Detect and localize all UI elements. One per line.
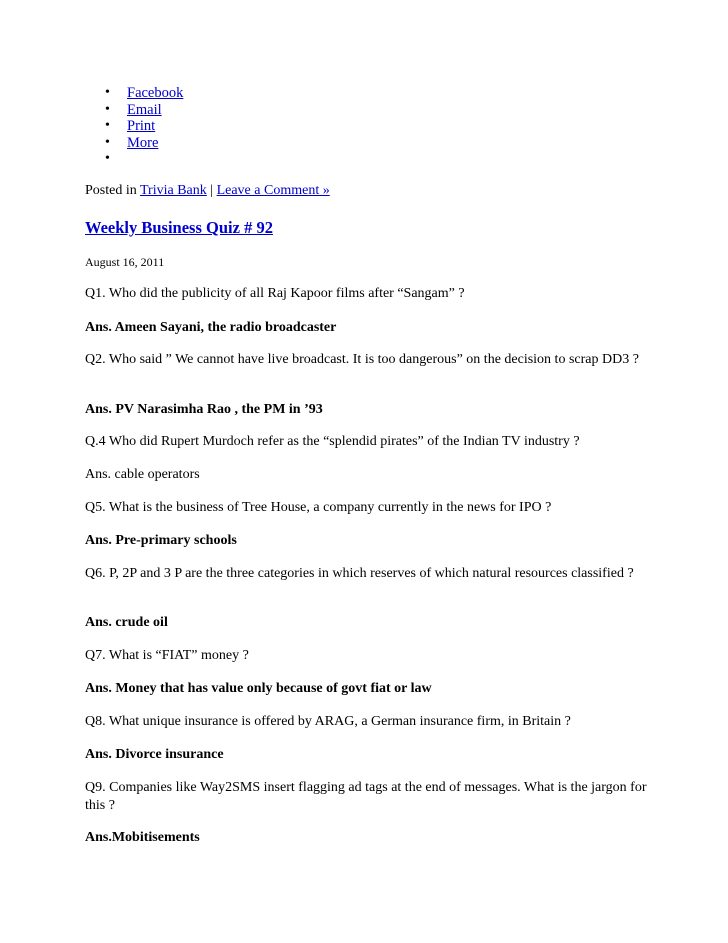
post-title[interactable]: [85, 218, 668, 238]
print-link[interactable]: Print: [127, 118, 156, 134]
more-link[interactable]: More: [127, 134, 159, 151]
share-links-list: [87, 85, 183, 168]
share-item-empty: [127, 151, 183, 168]
category-link[interactable]: Trivia Bank: [139, 183, 207, 198]
leave-comment-link[interactable]: Leave a Comment »: [216, 183, 330, 198]
question-4: Q.4 Who did Rupert Murdoch refer as the “splendid pirates” of the Indian TV industry ?: [85, 434, 580, 449]
question-9: Q9. Companies like Way2SMS insert flagging ad tags at the end of messages. What is the jargon for this ?: [85, 780, 647, 813]
question-2: Q2. Who said ” We cannot have live broadcast. It is too dangerous” on the decision to scrap DD3 ?: [85, 352, 639, 367]
question-5: Q5. What is the business of Tree House, a company currently in the news for IPO ?: [85, 500, 552, 515]
email-link[interactable]: Email: [127, 101, 162, 118]
question-6: Q6. P, 2P and 3 P are the three categories in which reserves of which natural resources classified ?: [85, 566, 634, 581]
share-item-facebook[interactable]: [127, 85, 183, 102]
question-1: Q1. Who did the publicity of all Raj Kapoor films after “Sangam” ?: [85, 286, 465, 301]
share-item-more[interactable]: [127, 135, 183, 152]
answer-4: Ans. cable operators: [85, 467, 200, 482]
answer-7: Ans. Money that has value only because of govt fiat or law: [85, 681, 432, 696]
posted-in-separator: |: [206, 183, 217, 198]
question-7: Q7. What is “FIAT” money ?: [85, 648, 249, 663]
post-title-link[interactable]: Weekly Business Quiz # 92: [85, 218, 273, 237]
answer-5: Ans. Pre-primary schools: [85, 533, 237, 548]
post-date: August 16, 2011: [85, 255, 165, 269]
answer-1: Ans. Ameen Sayani, the radio broadcaster: [85, 320, 337, 335]
question-8: Q8. What unique insurance is offered by ARAG, a German insurance firm, in Britain ?: [85, 714, 571, 729]
answer-8: Ans. Divorce insurance: [85, 747, 224, 762]
facebook-link[interactable]: Facebook: [127, 85, 184, 101]
posted-in-prefix: Posted in: [85, 183, 140, 198]
posted-in-line: [85, 183, 668, 199]
answer-9: Ans.Mobitisements: [85, 830, 200, 845]
answer-2: Ans. PV Narasimha Rao , the PM in ’93: [85, 402, 323, 417]
answer-6: Ans. crude oil: [85, 615, 168, 630]
share-item-email[interactable]: [127, 102, 183, 119]
share-item-print[interactable]: [127, 118, 183, 135]
